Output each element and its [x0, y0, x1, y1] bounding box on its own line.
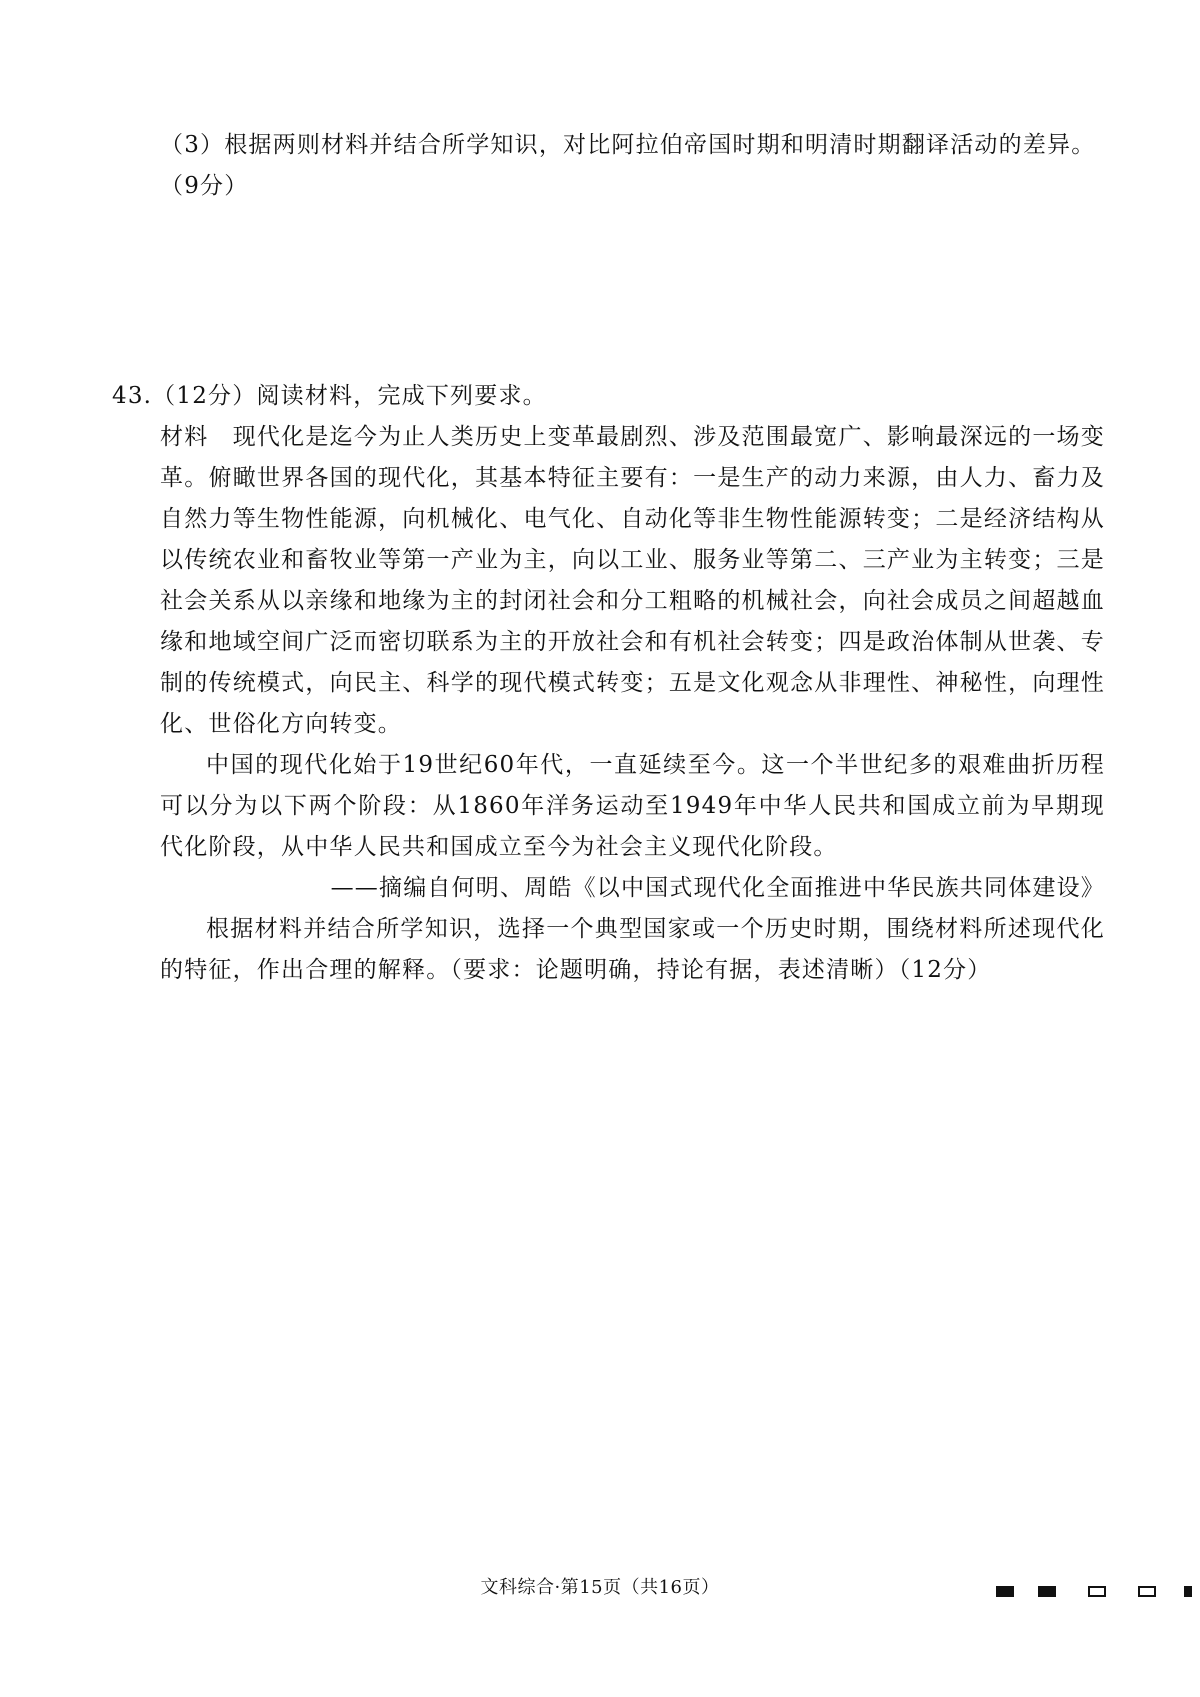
page-footer: 文科综合·第15页（共16页） [480, 1577, 720, 1598]
question-43-requirement: 根据材料并结合所学知识，选择一个典型国家或一个历史时期，围绕材料所述现代化的特征，作出合理的解释。（要求：论题明确，持论有据，表述清晰）（12分） [160, 916, 1105, 983]
filled-mark-icon [1184, 1586, 1192, 1597]
material-source: ——摘编自何明、周皓《以中国式现代化全面推进中华民族共同体建设》 [330, 875, 1105, 901]
filled-mark-icon [996, 1586, 1014, 1597]
question-43-material [160, 417, 1105, 991]
alignment-marks [996, 1586, 1196, 1600]
sub-question-3: （3）根据两则材料并结合所学知识，对比阿拉伯帝国时期和明清时期翻译活动的差异。（9分） [160, 132, 1096, 199]
empty-mark-icon [1138, 1586, 1156, 1597]
material-paragraph-2: 中国的现代化始于19世纪60年代，一直延续至今。这一个半世纪多的艰难曲折历程可以分为以下两个阶段：从1860年洋务运动至1949年中华人民共和国成立前为早期现代化阶段，从中华人民共和国成立至今为社会主义现代化阶段。 [160, 752, 1105, 860]
filled-mark-icon [1038, 1586, 1056, 1597]
material-paragraph-1: 材料 现代化是迄今为止人类历史上变革最剧烈、涉及范围最宽广、影响最深远的一场变革。俯瞰世界各国的现代化，其基本特征主要有：一是生产的动力来源，由人力、畜力及自然力等生物性能源，向机械化、电气化、自动化等非生物性能源转变；二是经济结构从以传统农业和畜牧业等第一产业为主，向以工业、服务业等第二、三产业为主转变；三是社会关系从以亲缘和地缘为主的封闭社会和分工粗略的机械社会，向社会成员之间超越血缘和地域空间广泛而密切联系为主的开放社会和有机社会转变；四是政治体制从世袭、专制的传统模式，向民主、科学的现代模式转变；五是文化观念从非理性、神秘性，向理性化、世俗化方向转变。 [160, 424, 1105, 737]
question-43-header: 43.（12分）阅读材料，完成下列要求。 [112, 383, 547, 409]
empty-mark-icon [1088, 1586, 1106, 1597]
